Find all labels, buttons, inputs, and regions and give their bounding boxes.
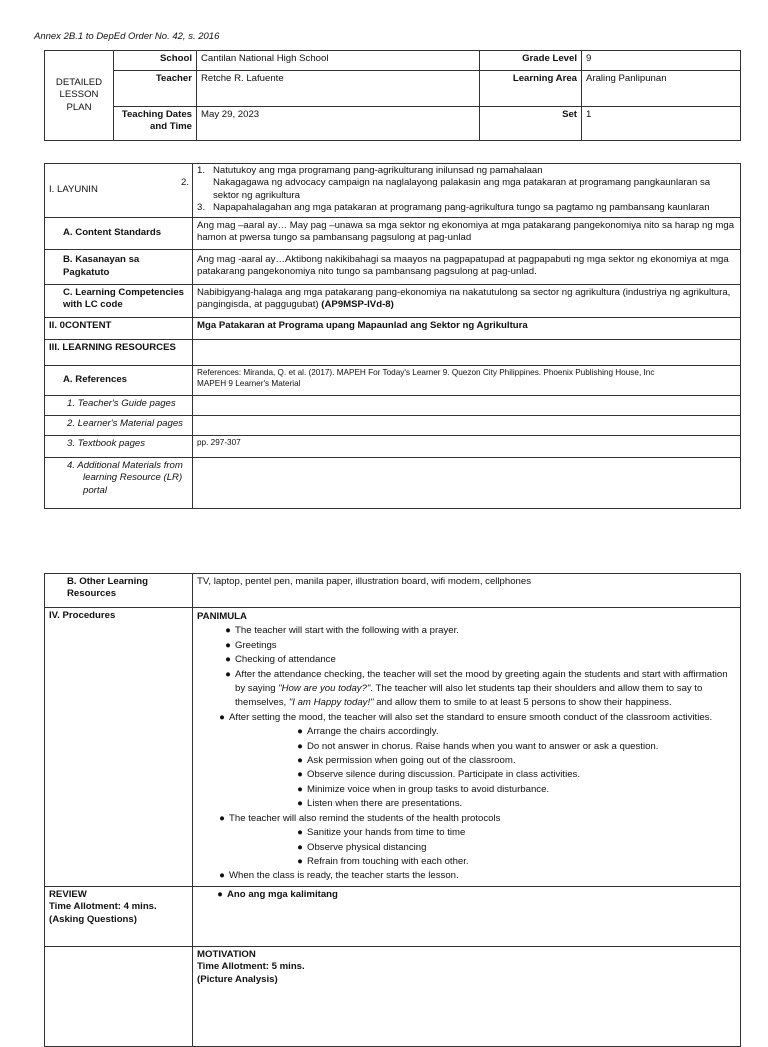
competencies-label: C. Learning Competencies with LC code bbox=[45, 284, 193, 317]
bullet-icon: ● bbox=[225, 639, 231, 651]
dlp-label: DETAILED LESSON PLAN bbox=[45, 51, 114, 141]
bullet-icon: ● bbox=[225, 654, 231, 666]
protocol-item: ● Sanitize your hands from time to time bbox=[197, 826, 736, 840]
bullet-icon: ● bbox=[297, 841, 303, 853]
grade-value: 9 bbox=[582, 51, 741, 71]
school-label: School bbox=[114, 51, 197, 71]
bullet-icon: ● bbox=[225, 668, 231, 680]
bullet-icon: ● bbox=[297, 783, 303, 795]
dlp-header-table bbox=[44, 50, 741, 141]
dates-label: Teaching Dates and Time bbox=[114, 107, 197, 141]
standard-rule: ● Observe silence during discussion. Participate in class activities. bbox=[197, 768, 736, 782]
standard-rule: ● Minimize voice when in group tasks to avoid disturbance. bbox=[197, 783, 736, 797]
resources-empty bbox=[193, 339, 741, 365]
set-value: 1 bbox=[582, 107, 741, 141]
area-label: Learning Area bbox=[480, 71, 582, 107]
additional-materials-value bbox=[193, 457, 741, 508]
bullet-icon: ● bbox=[297, 769, 303, 781]
resources-label: III. LEARNING RESOURCES bbox=[45, 339, 193, 365]
greetings-item: ● Greetings bbox=[197, 639, 736, 653]
bullet-icon: ● bbox=[225, 625, 231, 637]
performance-label: B. Kasanayan sa Pagkatuto bbox=[45, 249, 193, 284]
standard-rule: ● Listen when there are presentations. bbox=[197, 797, 736, 811]
references-label: A. References bbox=[45, 365, 193, 395]
bullet-icon: ● bbox=[219, 870, 225, 882]
competencies-code: (AP9MSP-IVd-8) bbox=[321, 299, 394, 311]
bullet-icon: ● bbox=[297, 827, 303, 839]
competencies-value: Nabibigyang-halaga ang mga patakarang pang-ekonomiya na nakatutulong sa sector ng agrikultura (industriya ng agrikultura, pangingisda, at paggugubat) (AP9MSP-IVd-8) bbox=[193, 284, 741, 317]
content-value: Mga Patakaran at Programa upang Mapaunlad ang Sektor ng Agrikultura bbox=[193, 317, 741, 339]
bullet-icon: ● bbox=[219, 812, 225, 824]
dates-value: May 29, 2023 bbox=[197, 107, 480, 141]
lm-label: 2. Learner's Material pages bbox=[45, 415, 193, 435]
tg-value bbox=[193, 395, 741, 415]
bullet-icon: ● bbox=[219, 711, 225, 723]
health-item: ● The teacher will also remind the students of the health protocols bbox=[197, 812, 736, 826]
other-resources-label: B. Other Learning Resources bbox=[45, 574, 193, 608]
grade-label: Grade Level bbox=[480, 51, 582, 71]
annex-header: Annex 2B.1 to DepEd Order No. 42, s. 2016 bbox=[34, 31, 220, 42]
bullet-icon: ● bbox=[217, 888, 223, 900]
objective-item-3: 3. Napapahalagahan ang mga patakaran at programang pang-agrikultura tungo sa pagtamo ng pambansang kaunlaran bbox=[197, 202, 710, 214]
bullet-icon: ● bbox=[297, 798, 303, 810]
school-value: Cantilan National High School bbox=[197, 51, 480, 71]
additional-materials-label: 4. Additional Materials from learning Resource (LR) portal bbox=[45, 457, 193, 508]
content-standards-label: A. Content Standards bbox=[45, 217, 193, 249]
bullet-icon: ● bbox=[297, 855, 303, 867]
area-value: Araling Panlipunan bbox=[582, 71, 741, 107]
protocol-item: ● Refrain from touching with each other. bbox=[197, 855, 736, 869]
set-label: Set bbox=[480, 107, 582, 141]
review-label: REVIEW Time Allotment: 4 mins. (Asking Questions) bbox=[45, 886, 193, 946]
tg-label: 1. Teacher's Guide pages bbox=[45, 395, 193, 415]
procedures-label: IV. Procedures bbox=[45, 608, 193, 887]
standard-rule: ● Arrange the chairs accordingly. bbox=[197, 725, 736, 739]
bullet-icon: ● bbox=[297, 740, 303, 752]
protocol-item: ● Observe physical distancing bbox=[197, 841, 736, 855]
tb-label: 3. Textbook pages bbox=[45, 435, 193, 457]
mood-item: ● After the attendance checking, the teacher will set the mood by greeting again the students and start with affirmation by saying "How are you today?". The teacher will also let students tap their shoulders and allow them to say to themselves, "I am Happy today!" and allow them to smile to at least 5 persons to show their happiness. bbox=[197, 668, 736, 711]
other-resources-value: TV, laptop, pentel pen, manila paper, illustration board, wifi modem, cellphones bbox=[193, 574, 741, 608]
content-standards-value: Ang mag –aaral ay… May pag –unawa sa mga sektor ng ekonomiya at mga patakarang pangekonomiya nito sa harap ng mga hamon at pwersa tungo sa pambansang pagsulong at pag-unlad bbox=[193, 217, 741, 249]
tb-value: pp. 297-307 bbox=[193, 435, 741, 457]
bullet-icon: ● bbox=[297, 726, 303, 738]
standard-item: ● After setting the mood, the teacher will also set the standard to ensure smooth conduct of the classroom activities. bbox=[197, 711, 736, 725]
lm-value bbox=[193, 415, 741, 435]
teacher-value: Retche R. Lafuente bbox=[197, 71, 480, 107]
standard-rule: ● Ask permission when going out of the classroom. bbox=[197, 754, 736, 768]
panimula-heading: PANIMULA bbox=[197, 611, 247, 622]
motivation-value: MOTIVATION Time Allotment: 5 mins. (Picture Analysis) bbox=[193, 946, 741, 1046]
ready-item: ● When the class is ready, the teacher starts the lesson. bbox=[197, 869, 736, 883]
standard-rule: ● Do not answer in chorus. Raise hands when you want to answer or ask a question. bbox=[197, 740, 736, 754]
motivation-left bbox=[45, 946, 193, 1046]
bullet-icon: ● bbox=[297, 755, 303, 767]
layunin-label: I. LAYUNIN bbox=[45, 164, 193, 218]
review-value: ● Ano ang mga kalimitang bbox=[193, 886, 741, 946]
references-value: References: Miranda, Q. et al. (2017). MAPEH For Today's Learner 9. Quezon City Philippines. Phoenix Publishing House, Inc MAPEH 9 Learner's Material bbox=[193, 365, 741, 395]
prayer-item: ● The teacher will start with the following with a prayer. bbox=[197, 624, 736, 638]
teacher-label: Teacher bbox=[114, 71, 197, 107]
objective-item-1: 1. Natutukoy ang mga programang pang-agrikulturang inilunsad ng pamahalaan bbox=[197, 165, 543, 176]
content-label: II. 0CONTENT bbox=[45, 317, 193, 339]
objective-item-2: 2. Nakagagawa ng advocacy campaign na naglalayong palakasin ang mga patakaran at programang pangkaunlaran sa sektor ng agrikultura bbox=[181, 177, 711, 201]
procedures-table bbox=[44, 573, 741, 1047]
objectives-table bbox=[44, 163, 741, 509]
performance-value: Ang mag -aaral ay…Aktibong nakikibahagi sa maayos na pagpapatupad at pagpapabuti ng mga sektor ng ekonomiya at mga patakarang pangekonomiya nito tungo sa pambansang pagsulong at pag-unlad. bbox=[193, 249, 741, 284]
attendance-item: ● Checking of attendance bbox=[197, 653, 736, 667]
